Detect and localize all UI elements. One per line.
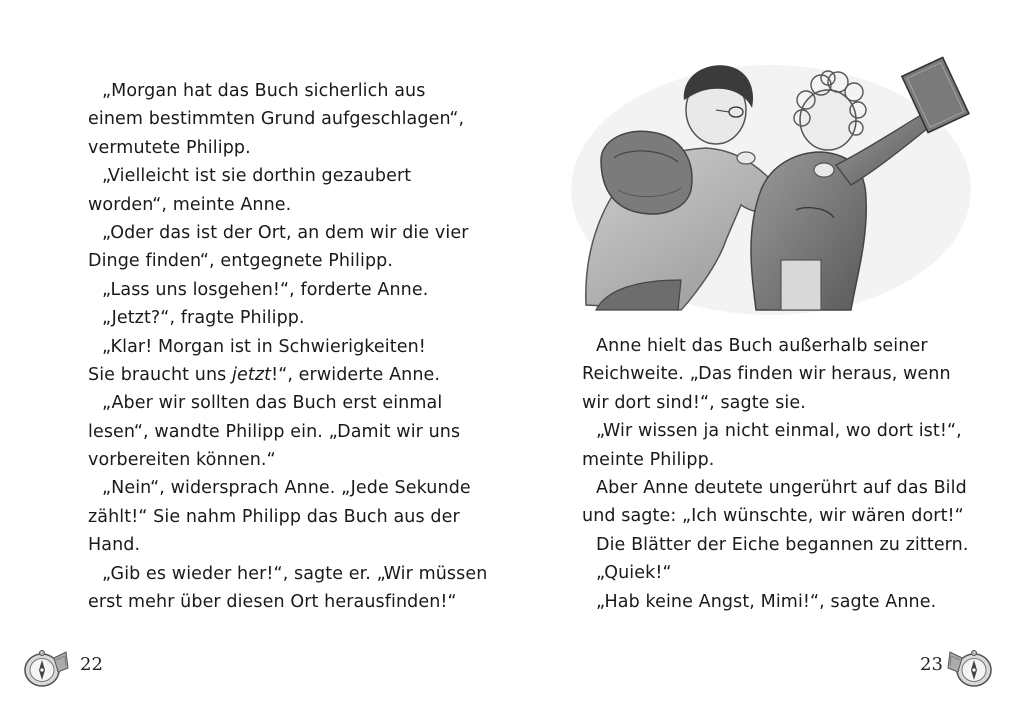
text-line: Reichweite. „Das finden wir heraus, wenn — [582, 364, 951, 385]
text-fragment: Sie braucht uns — [88, 364, 233, 385]
text-line: „Gib es wieder her!“, sagte er. „Wir müssen — [102, 563, 488, 584]
text-line: einem bestimmten Grund aufgeschlagen“, — [88, 109, 465, 130]
text-line: Hand. — [88, 535, 141, 556]
children-with-book-illustration — [566, 40, 976, 318]
text-line: „Jetzt?“, fragte Philipp. — [102, 308, 305, 329]
text-line: „Lass uns losgehen!“, forderte Anne. — [102, 279, 429, 300]
text-line: und sagte: „Ich wünschte, wir wären dort!“ — [582, 506, 964, 527]
right-page — [510, 0, 1020, 724]
text-line: Aber Anne deutete ungerührt auf das Bild — [596, 477, 967, 498]
text-line: „Morgan hat das Buch sicherlich aus — [102, 81, 426, 101]
text-line: Dinge finden“, entgegnete Philipp. — [88, 251, 394, 272]
text-line: „Klar! Morgan ist in Schwierigkeiten! — [102, 336, 426, 357]
text-line: vermutete Philipp. — [88, 137, 251, 158]
text-line — [88, 361, 488, 389]
text-line: erst mehr über diesen Ort herausfinden!“ — [88, 592, 457, 613]
page-number: 23 — [920, 654, 943, 675]
text-line: meinte Philipp. — [582, 449, 715, 470]
text-line: „Nein“, widersprach Anne. „Jede Sekunde — [102, 478, 471, 499]
text-line: wir dort sind!“, sagte sie. — [582, 392, 806, 413]
compass-icon — [946, 646, 996, 690]
text-line: worden“, meinte Anne. — [88, 194, 292, 215]
text-line: zählt!“ Sie nahm Philipp das Buch aus der — [88, 506, 460, 527]
text-line: „Vielleicht ist sie dorthin gezaubert — [102, 166, 412, 187]
text-line: „Wir wissen ja nicht einmal, wo dort ist!“, — [596, 421, 962, 442]
text-fragment: !“, erwiderte Anne. — [271, 364, 441, 385]
page-number: 22 — [80, 654, 103, 675]
text-line: Die Blätter der Eiche begannen zu zittern. — [596, 534, 969, 555]
text-line: „Hab keine Angst, Mimi!“, sagte Anne. — [596, 591, 937, 612]
right-page-text — [582, 332, 992, 616]
compass-icon — [20, 646, 70, 690]
text-line: „Quiek!“ — [596, 563, 672, 584]
left-page-text — [88, 77, 488, 616]
text-line: „Oder das ist der Ort, an dem wir die vier — [102, 222, 469, 243]
text-line: Anne hielt das Buch außerhalb seiner — [596, 336, 928, 356]
emphasized-text: jetzt — [232, 364, 272, 385]
text-line: „Aber wir sollten das Buch erst einmal — [102, 393, 443, 414]
text-line: vorbereiten können.“ — [88, 450, 276, 471]
text-line: lesen“, wandte Philipp ein. „Damit wir uns — [88, 421, 461, 442]
